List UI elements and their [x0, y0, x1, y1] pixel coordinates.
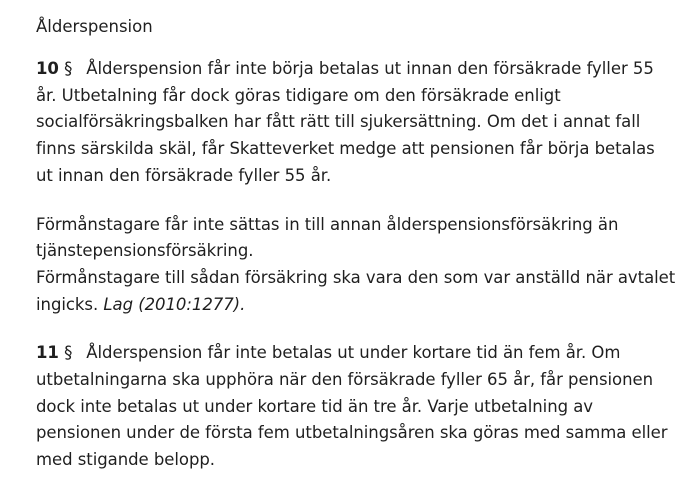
section-heading: Ålderspension	[36, 17, 153, 36]
law-reference: Lag (2010:1277).	[103, 294, 246, 314]
paragraph-section-10	[36, 56, 676, 190]
paragraph-beneficiary	[36, 212, 676, 319]
section-number-10: 10	[36, 59, 59, 78]
paragraph-gap	[36, 318, 676, 340]
paragraph-gap	[36, 190, 676, 212]
section-10-text: Ålderspension får inte börja betalas ut innan den försäkrade fyller 55 år. Utbetalning får dock göras tidigare om den försäkrade enligt socialförsäkringsbalken har fått rätt till sjukersättning. Om det i annat fall finns särskilda skäl, får Skatteverket medge att pensionen får börja betalas ut innan den försäkrade fyller 55 år.	[36, 59, 655, 185]
section-symbol-10: §	[64, 59, 73, 78]
document-body	[36, 14, 676, 474]
section-number-11: 11	[36, 343, 59, 363]
beneficiary-line-1: Förmånstagare får inte sättas in till annan ålderspensionsförsäkring än tjänstepensionsförsäkring.	[36, 214, 619, 261]
beneficiary-line-2: Förmånstagare till sådan försäkring ska vara den som var anställd när avtalet ingicks.	[36, 267, 676, 314]
paragraph-section-11	[36, 340, 676, 474]
section-symbol-11: §	[64, 343, 73, 363]
section-11-text: Ålderspension får inte betalas ut under kortare tid än fem år. Om utbetalningarna ska upphöra när den försäkrade fyller 65 år, får pensionen dock inte betalas ut under kortare tid än tre år. Varje utbetalning av pensionen under de första fem utbetalningsåren ska göras med samma eller med stigande belopp.	[36, 343, 668, 470]
